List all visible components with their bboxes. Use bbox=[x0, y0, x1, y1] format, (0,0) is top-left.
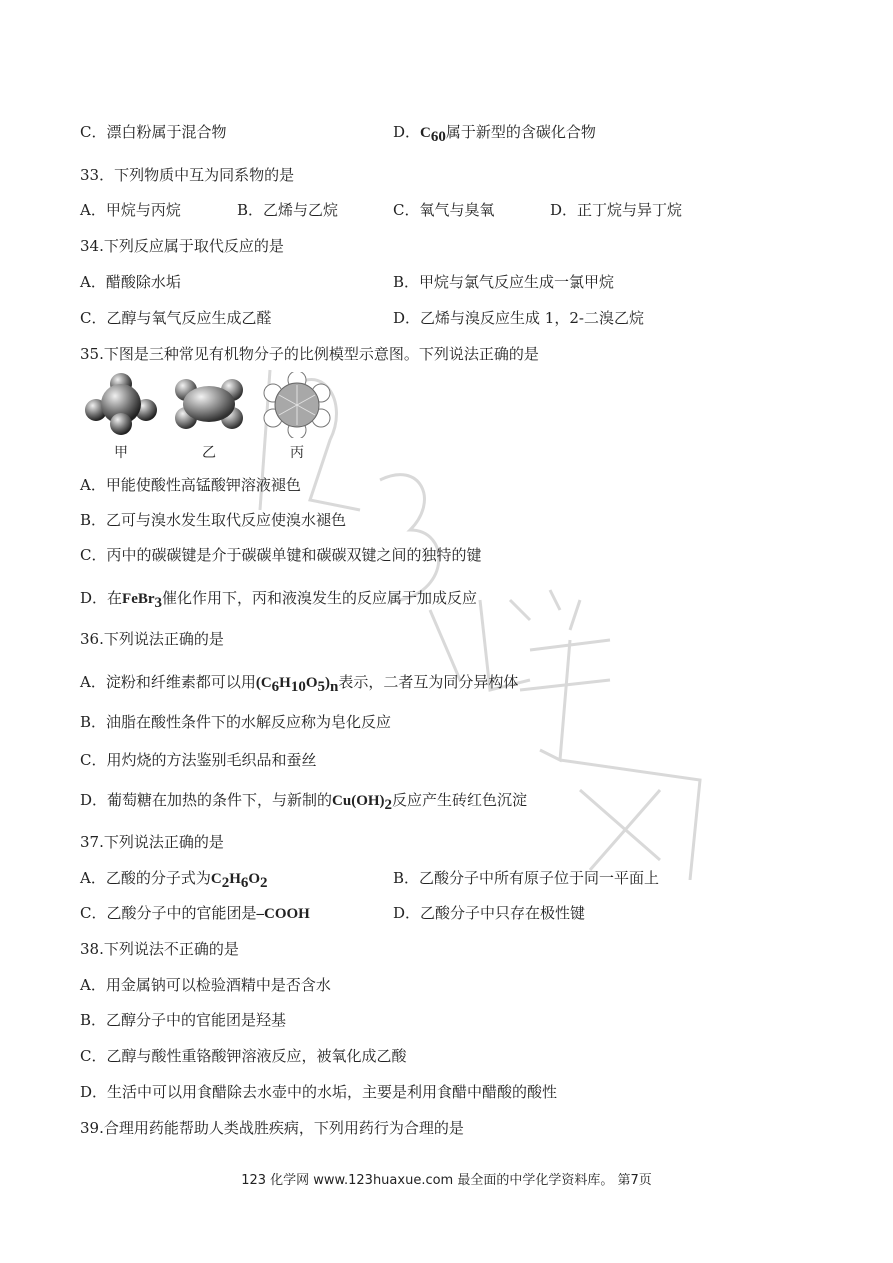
option-33b: B．乙烯与乙烷 bbox=[237, 201, 339, 219]
question-39: 39.合理用药能帮助人类战胜疾病，下列用药行为合理的是 bbox=[80, 1119, 464, 1137]
option-38a: A．用金属钠可以检验酒精中是否含水 bbox=[80, 976, 331, 994]
question-37: 37.下列说法正确的是 bbox=[80, 833, 224, 851]
option-35a: A．甲能使酸性高锰酸钾溶液褪色 bbox=[80, 476, 301, 494]
option-37b: B．乙酸分子中所有原子位于同一平面上 bbox=[393, 869, 660, 887]
methane-model-icon bbox=[84, 372, 158, 436]
option-37a: A．乙酸的分子式为$C_2H_6O_2$ bbox=[80, 869, 268, 891]
option-36b: B．油脂在酸性条件下的水解反应称为皂化反应 bbox=[80, 713, 392, 731]
option-38d: D．生活中可以用食醋除去水壶中的水垢，主要是利用食醋中醋酸的酸性 bbox=[80, 1083, 558, 1101]
page-footer: 123 化学网 www.123huaxue.com 最全面的中学化学资料库。 第7页 bbox=[241, 1173, 652, 1188]
option-37d: D．乙酸分子中只存在极性键 bbox=[393, 904, 586, 922]
option-38b: B．乙醇分子中的官能团是羟基 bbox=[80, 1011, 287, 1029]
option-34d: D．乙烯与溴反应生成 1，2-二溴乙烷 bbox=[393, 309, 644, 327]
option-36c: C．用灼烧的方法鉴别毛织品和蚕丝 bbox=[80, 751, 317, 769]
option-36a: A．淀粉和纤维素都可以用$(C_6H_{10}O_5)_n$表示，二者互为同分异构体 bbox=[80, 673, 519, 695]
question-38: 38.下列说法不正确的是 bbox=[80, 940, 239, 958]
option-33a: A．甲烷与丙烷 bbox=[80, 201, 181, 219]
option-34a: A．醋酸除水垢 bbox=[80, 273, 181, 291]
option-37c: C．乙酸分子中的官能团是–COOH bbox=[80, 904, 310, 922]
question-35: 35.下图是三种常见有机物分子的比例模型示意图。下列说法正确的是 bbox=[80, 345, 539, 363]
option-38c: C．乙醇与酸性重铬酸钾溶液反应，被氧化成乙酸 bbox=[80, 1047, 407, 1065]
benzene-model-icon bbox=[262, 372, 332, 438]
question-33: 33．下列物质中互为同系物的是 bbox=[80, 166, 295, 184]
molecule-label-a: 甲 bbox=[114, 445, 128, 461]
option-35d: D．在FeBr$_3$催化作用下，丙和液溴发生的反应属于加成反应 bbox=[80, 589, 478, 611]
option-35c: C．丙中的碳碳键是介于碳碳单键和碳碳双键之间的独特的键 bbox=[80, 546, 482, 564]
option-33c: C．氧气与臭氧 bbox=[393, 201, 495, 219]
question-36: 36.下列说法正确的是 bbox=[80, 630, 224, 648]
molecule-label-c: 丙 bbox=[290, 445, 304, 461]
option-34b: B．甲烷与氯气反应生成一氯甲烷 bbox=[393, 273, 615, 291]
question-34: 34.下列反应属于取代反应的是 bbox=[80, 237, 284, 255]
molecule-label-b: 乙 bbox=[202, 445, 216, 461]
option-32c: C．漂白粉属于混合物 bbox=[80, 123, 227, 141]
option-34c: C．乙醇与氧气反应生成乙醛 bbox=[80, 309, 272, 327]
option-32d: D．$C_{60}$属于新型的含碳化合物 bbox=[393, 123, 596, 145]
option-36d: D．葡萄糖在加热的条件下，与新制的$Cu(OH)_2$反应产生砖红色沉淀 bbox=[80, 791, 528, 813]
ethylene-model-icon bbox=[172, 372, 246, 436]
option-35b: B．乙可与溴水发生取代反应使溴水褪色 bbox=[80, 511, 347, 529]
option-33d: D．正丁烷与异丁烷 bbox=[550, 201, 683, 219]
